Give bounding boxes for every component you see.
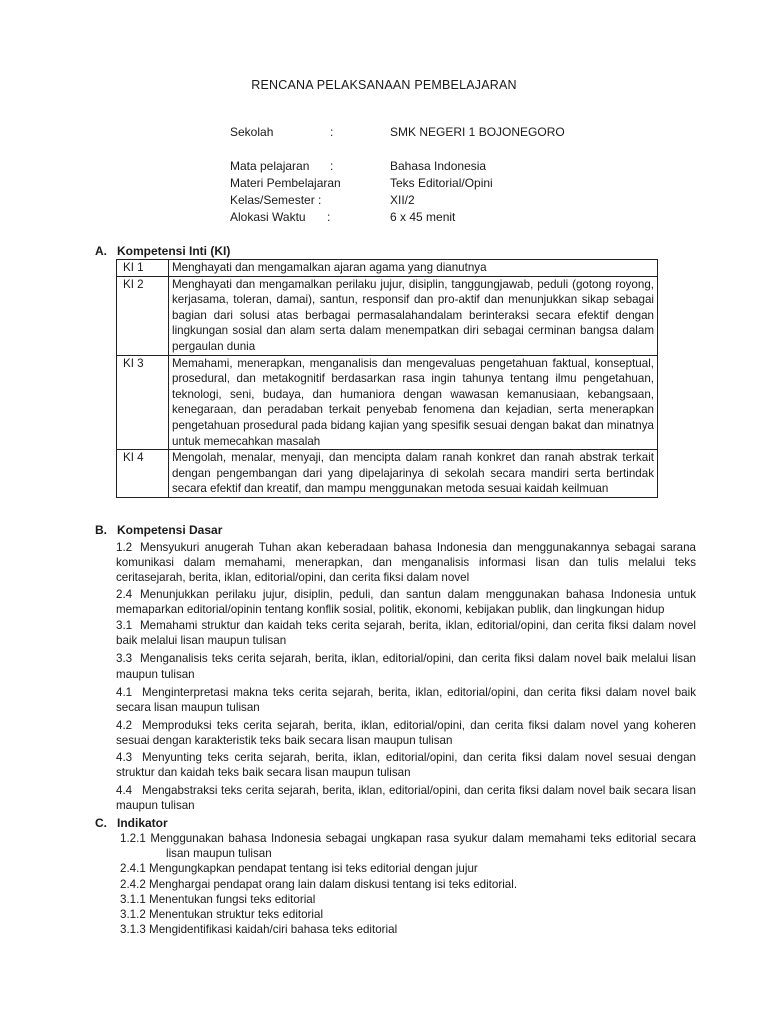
kd-number: 4.1	[116, 685, 133, 699]
identity-colon: :	[318, 193, 322, 207]
kd-number: 1.2	[116, 541, 133, 554]
list-item	[116, 587, 696, 617]
indikator-number: 1.2.1	[120, 832, 146, 845]
list-item	[120, 861, 696, 876]
kd-text: Mensyukuri anugerah Tuhan akan keberadaan bahasa Indonesia dan menggunakannya sebagai sarana komunikasi dalam memahami, menerapkan, dan menganalisis informasi lisan dan tulis melalui teks ceritasejarah, berita, iklan, editorial/opini, dan cerita fiksi dalam novel	[116, 541, 696, 585]
section-a-heading	[95, 244, 230, 258]
indikator-number: 2.4.2	[120, 877, 146, 891]
indikator-text: Mengungkapkan pendapat tentang isi teks editorial dengan jujur	[149, 862, 478, 876]
kd-text: Menginterpretasi makna teks cerita sejarah, berita, iklan, editorial/opini, dan cerita fiksi dalam novel baik secara lisan maupun tulisan	[116, 685, 696, 715]
table-row	[117, 355, 658, 450]
table-row	[117, 260, 658, 277]
list-item	[120, 831, 696, 861]
ki-description: Menghayati dan mengamalkan ajaran agama yang dianutnya	[169, 260, 658, 277]
identity-value: 6 x 45 menit	[390, 210, 456, 224]
indikator-number: 2.4.1	[120, 862, 146, 876]
identity-colon: :	[330, 159, 334, 173]
kd-number: 2.4	[116, 587, 133, 601]
list-item	[120, 877, 696, 892]
table-row	[117, 276, 658, 355]
kd-list	[116, 540, 696, 814]
kd-number: 4.3	[116, 750, 133, 764]
section-letter: A.	[95, 244, 107, 258]
table-row	[117, 450, 658, 498]
kd-number: 4.4	[116, 784, 133, 798]
identity-value: Bahasa Indonesia	[390, 159, 487, 173]
ki-description: Memahami, menerapkan, menganalisis dan mengevaluas pengetahuan faktual, konseptual, prosedural, dan metakognitif berdasarkan rasa ingin tahunya tentang ilmu pengetahuan, teknologi, seni, budaya, dan humaniora dengan wawasan kemanusiaan, kebangsaan, kenegaraan, dan peradaban terkait penyebab fenomena dan kejadian, serta menerapkan pengetahuan prosedural pada bidang kajian yang spesifik sesuai dengan bakat dan minatnya untuk memecahkan masalah	[169, 355, 658, 450]
section-letter: C.	[95, 816, 107, 830]
list-item	[116, 783, 696, 813]
kd-text: Memahami struktur dan kaidah teks cerita sejarah, berita, iklan, editorial/opini, dan cerita fiksi dalam novel baik melalui lisan maupun tulisan	[116, 619, 696, 648]
identity-label: Sekolah	[230, 125, 274, 139]
section-title: Indikator	[117, 816, 168, 830]
indikator-text: Menggunakan bahasa Indonesia sebagai ungkapan rasa syukur dalam memahami teks editorial secara lisan maupun tulisan	[150, 832, 696, 861]
identity-label: Kelas/Semester	[230, 193, 315, 207]
ki-code: KI 2	[117, 276, 169, 355]
kd-text: Menganalisis teks cerita sejarah, berita, iklan, editorial/opini, dan cerita fiksi dalam novel baik melalui lisan maupun tulisan	[116, 652, 696, 681]
indikator-text: Menentukan struktur teks editorial	[149, 908, 324, 922]
ki-description: Mengolah, menalar, menyaji, dan mencipta dalam ranah konkret dan ranah abstrak terkait dengan pengembangan dari yang dipelajarinya di sekolah secara mandiri serta bertindak secara efektif dan kreatif, dan mampu menggunakan metoda sesuai kaidah keilmuan	[169, 450, 658, 498]
kd-text: Menyunting teks cerita sejarah, berita, iklan, editorial/opini, dan cerita fiksi dalam novel sesuai dengan struktur dan kaidah teks baik secara lisan maupun tulisan	[116, 750, 696, 779]
kd-number: 4.2	[116, 719, 133, 733]
section-b-heading	[95, 523, 222, 537]
identity-label: Materi Pembelajaran	[230, 176, 341, 190]
indikator-text: Menghargai pendapat orang lain dalam diskusi tentang isi teks editorial.	[149, 877, 518, 891]
section-title: Kompetensi Dasar	[117, 523, 223, 537]
ki-code: KI 3	[117, 355, 169, 450]
identity-colon: :	[327, 210, 331, 224]
identity-colon: :	[330, 125, 334, 139]
ki-code: KI 1	[117, 260, 169, 277]
identity-label: Alokasi Waktu	[230, 210, 306, 224]
section-title: Kompetensi Inti (KI)	[117, 244, 231, 258]
indikator-number: 3.1.1	[120, 892, 146, 906]
ki-table	[116, 259, 658, 498]
list-item	[120, 892, 696, 907]
kd-text: Memproduksi teks cerita sejarah, berita, iklan, editorial/opini, dan cerita fiksi dalam novel yang koheren sesuai dengan karakteristik teks baik secara lisan maupun tulisan	[116, 719, 696, 748]
indikator-entry	[120, 831, 696, 861]
section-letter: B.	[95, 523, 107, 537]
list-item	[120, 907, 696, 922]
kd-text: Mengabstraksi teks cerita sejarah, berita, iklan, editorial/opini, dan cerita fiksi dalam novel baik secara lisan maupun tulisan	[116, 784, 696, 813]
list-item	[116, 651, 696, 681]
identity-value: Teks Editorial/Opini	[390, 176, 493, 190]
indikator-number: 3.1.2	[120, 908, 146, 922]
list-item	[116, 718, 696, 748]
indikator-list	[120, 831, 696, 937]
kd-number: 3.3	[116, 652, 133, 666]
identity-value: XII/2	[390, 193, 415, 207]
list-item	[116, 750, 696, 780]
list-item	[116, 540, 696, 586]
section-c-heading	[95, 816, 168, 830]
identity-label: Mata pelajaran	[230, 159, 310, 173]
list-item	[120, 922, 696, 937]
document-title: RENCANA PELAKSANAAN PEMBELAJARAN	[251, 78, 517, 92]
kd-text: Menunjukkan perilaku jujur, disiplin, peduli, dan santun dalam menggunakan bahasa Indonesia untuk memaparkan editorial/opinin tentang konflik sosial, politik, ekonomi, kebijakan publik, dan lingkungan hidup	[116, 587, 696, 616]
kd-number: 3.1	[116, 619, 133, 633]
list-item	[116, 618, 696, 648]
ki-description: Menghayati dan mengamalkan perilaku jujur, disiplin, tanggungjawab, peduli (gotong royong, kerjasama, toleran, damai), santun, responsif dan pro-aktif dan menunjukkan sikap sebagai bagian dari solusi atas berbagai permasalahandalam berinteraksi secara efektif dengan lingkungan sosial dan alam serta dalam menempatkan diri sebagai cerminan bangsa dalam pergaulan dunia	[169, 276, 658, 355]
identity-value: SMK NEGERI 1 BOJONEGORO	[390, 125, 565, 139]
indikator-number: 3.1.3	[120, 923, 146, 937]
list-item	[116, 685, 696, 715]
indikator-text: Menentukan fungsi teks editorial	[149, 892, 316, 906]
indikator-text: Mengidentifikasi kaidah/ciri bahasa teks editorial	[149, 923, 398, 937]
ki-code: KI 4	[117, 450, 169, 498]
